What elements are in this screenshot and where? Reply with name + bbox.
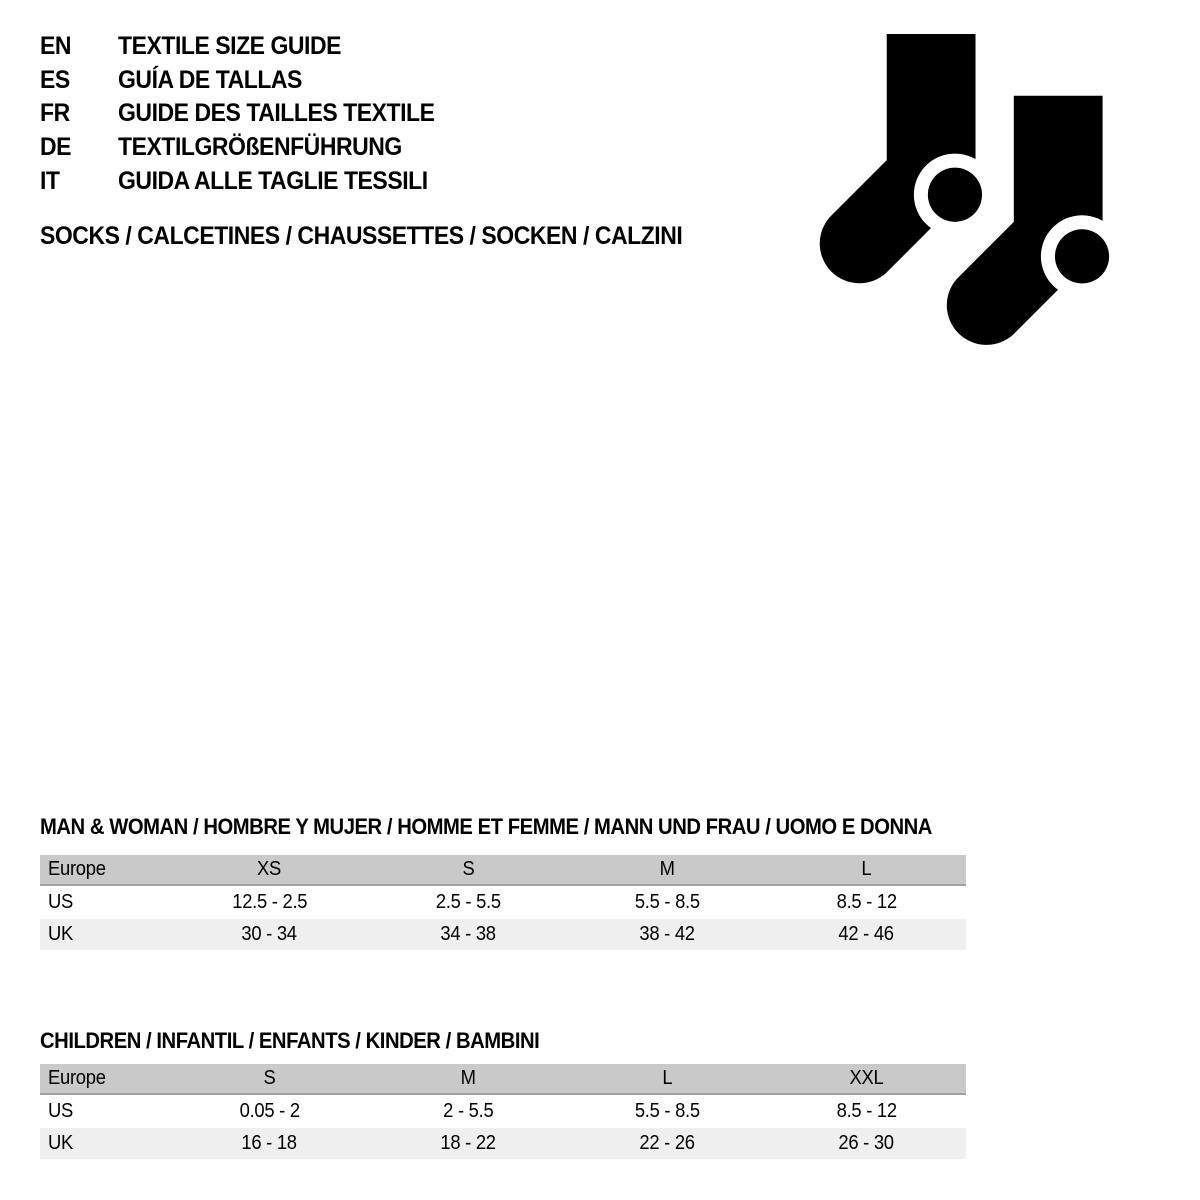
size-value: 5.5 - 8.5 [634,891,701,913]
column-header-size: M [659,858,676,880]
size-value: 16 - 18 [241,1132,298,1154]
children-size-table [40,1064,966,1159]
language-label: TEXTILGRÖßENFÜHRUNG [118,133,402,162]
table-row-us [40,886,966,919]
row-label: US [48,1100,74,1122]
man-woman-table-title: MAN & WOMAN / HOMBRE Y MUJER / HOMME ET FEMME / MANN UND FRAU / UOMO E DONNA [40,814,932,839]
size-value: 34 - 38 [440,923,497,945]
size-value: 38 - 42 [639,923,696,945]
size-value: 12.5 - 2.5 [231,891,307,913]
table-row-uk [40,1128,966,1159]
column-header-size: L [861,858,872,880]
language-row-fr [40,97,462,131]
column-header-region: Europe [48,858,106,880]
language-row-en [40,30,462,64]
sock-left-icon [820,34,996,283]
size-value: 18 - 22 [440,1132,497,1154]
size-value: 5.5 - 8.5 [634,1100,701,1122]
language-code: DE [40,133,72,162]
size-value: 0.05 - 2 [239,1100,300,1122]
column-header-region: Europe [48,1067,106,1089]
table-row-us [40,1095,966,1128]
category-title: SOCKS / CALCETINES / CHAUSSETTES / SOCKEN / CALZINI [40,222,683,250]
column-header-size: XS [257,858,282,880]
language-label: TEXTILE SIZE GUIDE [118,32,342,61]
column-header-size: M [460,1067,477,1089]
man-woman-size-table [40,855,966,950]
language-label: GUIDA ALLE TAGLIE TESSILI [118,166,428,195]
language-code: FR [40,99,70,128]
size-value: 2 - 5.5 [443,1100,494,1122]
language-label: GUÍA DE TALLAS [118,65,302,94]
column-header-size: S [462,858,475,880]
language-row-es [40,64,462,98]
row-label: UK [48,923,74,945]
socks-icon [798,34,1125,348]
language-code: ES [40,65,70,94]
size-value: 8.5 - 12 [836,891,897,913]
language-list [40,30,462,198]
table-header-row [40,855,966,886]
table-header-row [40,1064,966,1095]
row-label: US [48,891,74,913]
column-header-size: L [662,1067,673,1089]
size-value: 42 - 46 [838,923,895,945]
column-header-size: S [263,1067,276,1089]
size-value: 2.5 - 5.5 [435,891,502,913]
row-label: UK [48,1132,74,1154]
language-row-it [40,164,462,198]
size-value: 30 - 34 [241,923,298,945]
table-row-uk [40,919,966,950]
size-value: 8.5 - 12 [836,1100,897,1122]
size-value: 26 - 30 [838,1132,895,1154]
language-code: EN [40,32,72,61]
size-value: 22 - 26 [639,1132,696,1154]
children-table-title: CHILDREN / INFANTIL / ENFANTS / KINDER / BAMBINI [40,1028,540,1053]
language-label: GUIDE DES TAILLES TEXTILE [118,99,435,128]
language-code: IT [40,166,60,195]
column-header-size: XXL [849,1067,884,1089]
language-row-de [40,131,462,165]
